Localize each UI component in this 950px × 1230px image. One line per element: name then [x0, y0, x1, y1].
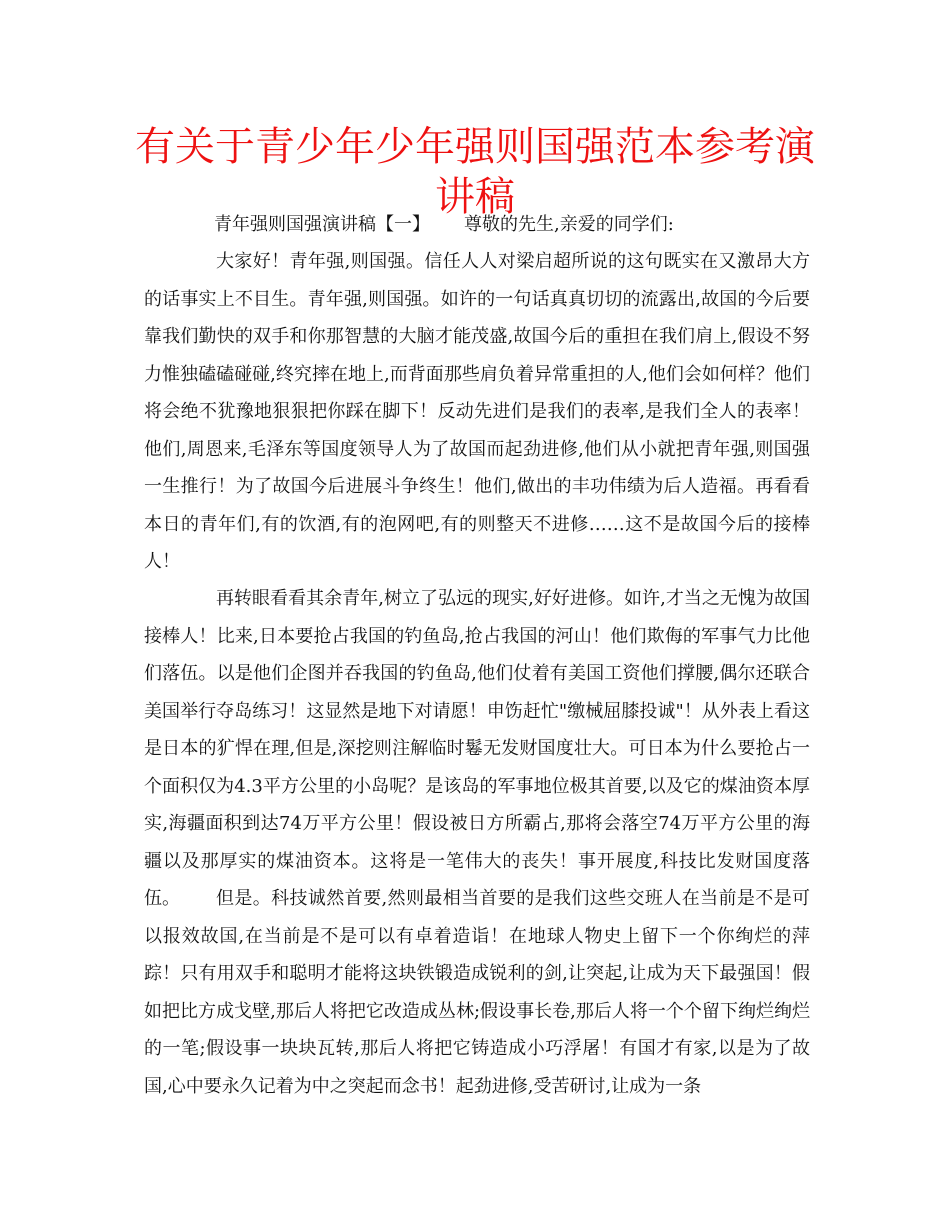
section-label: 青年强则国强演讲稿【一】: [214, 214, 430, 235]
salutation: 尊敬的先生,亲爱的同学们:: [464, 214, 674, 235]
body-paragraph-3: 但是。科技诚然首要,然则最相当首要的是我们这些交班人在当前是不是可以报效故国,在当前是不是可以有卓着造诣！在地球人物史上留下一个你绚烂的萍踪！只有用双手和聪明才能将这块铁锻造成锐利的剑,让突起,让成为天下最强国！假如把比方成戈壁,那后人将把它改造成丛林;假设事长卷,那后人将一个个留下绚烂绚烂的一笔;假设事一块块瓦转,那后人将把它铸造成小巧浮屠！有国才有家,以是为了故国,心中要永久记着为中之突起而念书！起劲进修,受苦研讨,让成为一条: [144, 888, 810, 1097]
body-paragraph-2: 再转眼看看其余青年,树立了弘远的现实,好好进修。如许,才当之无愧为故国接棒人！比来,日本要抢占我国的钓鱼岛,抢占我国的河山！他们欺侮的军事气力比他们落伍。以是他们企图并吞我国的钓鱼岛,他们仗着有美国工资他们撑腰,偶尔还联合美国举行夺岛练习！这显然是地下对请愿！申饬赶忙"缴械屈膝投诚"！从外表上看这是日本的犷悍在理,但是,深挖则注解临时鬈无发财国度壮大。可日本为什么要抢占一个面积仅为4.3平方公里的小岛呢？是该岛的军事地位极其首要,以及它的煤油资本厚实,海疆面积到达74万平方公里！假设被日方所霸占,那将会落空74万平方公里的海疆以及那厚实的煤油资本。这将是一笔伟大的丧失！事开展度,科技比发财国度落伍。: [144, 588, 810, 909]
body-paragraph-1: 大家好！青年强,则国强。信任人人对梁启超所说的这句既实在又激昂大方的话事实上不目生。青年强,则国强。如许的一句话真真切切的流露出,故国的今后要靠我们勤快的双手和你那智慧的大脑才能茂盛,故国今后的重担在我们肩上,假设不努力惟独磕磕碰碰,终究摔在地上,而背面那些肩负着异常重担的人,他们会如何样？他们将会绝不犹豫地狠狠把你踩在脚下！反动先进们是我们的表率,是我们全人的表率！他们,周恩来,毛泽东等国度领导人为了故国而起劲进修,他们从小就把青年强,则国强一生推行！为了故国今后进展斗争终生！他们,做出的丰功伟绩为后人造福。再看看本日的青年们,有的饮酒,有的泡网吧,有的则整天不进修……这不是故国今后的接棒人！: [144, 251, 810, 572]
section-header-line: [214, 212, 674, 238]
document-title: 有关于青少年少年强则国强范本参考演讲稿: [135, 124, 815, 220]
